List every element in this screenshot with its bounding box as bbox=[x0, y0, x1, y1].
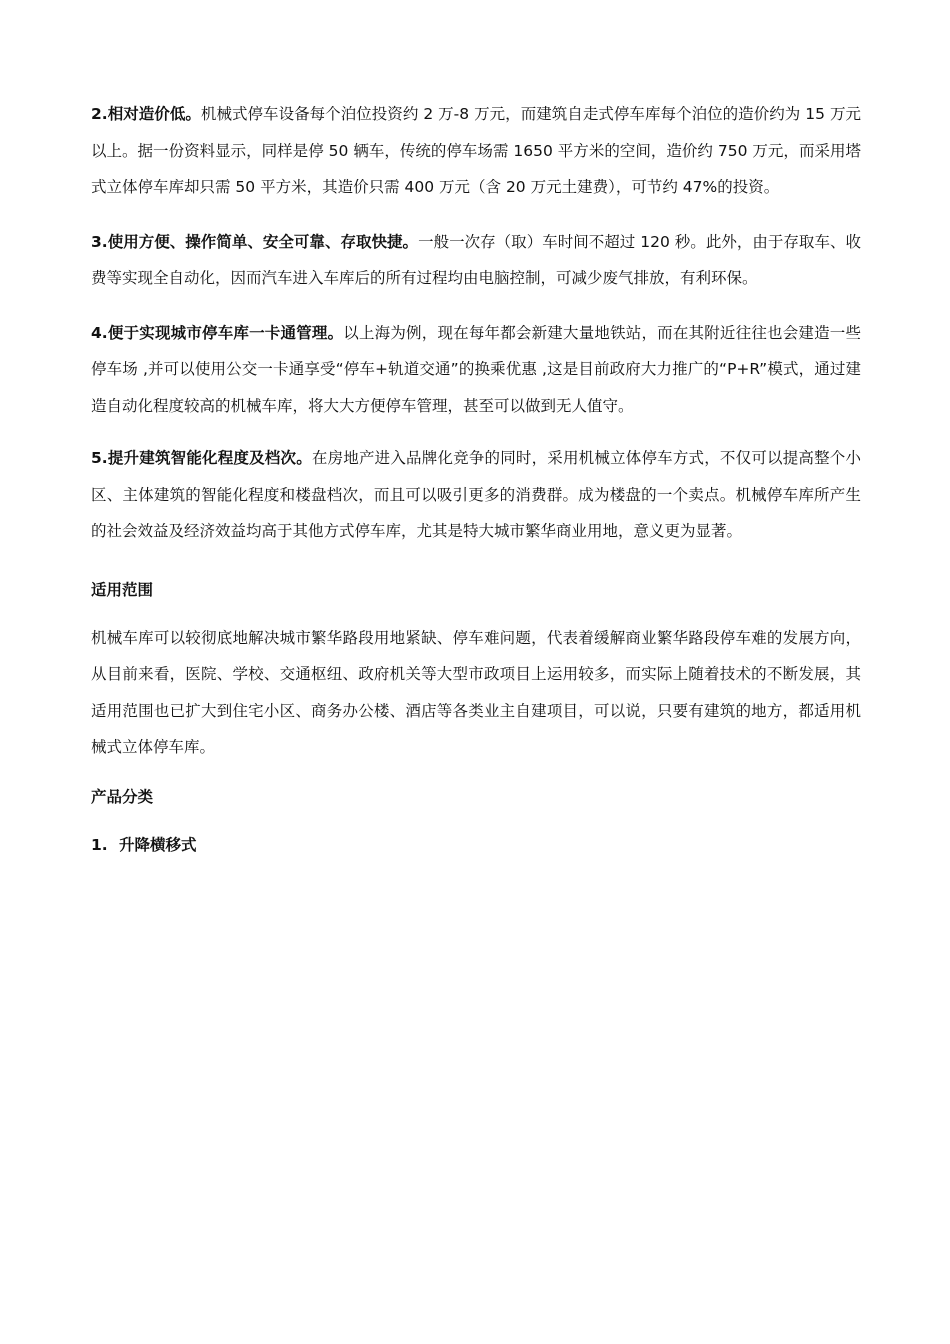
advantage-text: 机械式停车设备每个泊位投资约 2 万-8 万元，而建筑自走式停车库每个泊位的造价约为 15 万元以上。据一份资料显示，同样是停 50 辆车，传统的停车场需 1650 平方米的空间，造价约 750 万元，而采用塔式立体停车库却只需 50 平方米，其造价只需 400 万元（含 20 万元土建费），可节约 47%的投资。 bbox=[91, 105, 861, 196]
section-heading-scope: 适用范围 bbox=[91, 580, 154, 599]
advantage-paragraph-2 bbox=[91, 96, 861, 206]
document-body bbox=[91, 96, 861, 863]
advantage-title: 2.相对造价低。 bbox=[91, 105, 201, 123]
advantage-paragraph-4 bbox=[91, 315, 861, 425]
advantage-paragraph-3 bbox=[91, 224, 861, 297]
advantage-title: 5.提升建筑智能化程度及档次。 bbox=[91, 449, 312, 467]
advantage-text: 在房地产进入品牌化竞争的同时，采用机械立体停车方式，不仅可以提高整个小区、主体建筑的智能化程度和楼盘档次，而且可以吸引更多的消费群。成为楼盘的一个卖点。机械停车库所产生的社会效益及经济效益均高于其他方式停车库，尤其是特大城市繁华商业用地，意义更为显著。 bbox=[91, 449, 861, 540]
advantage-title: 4.便于实现城市停车库一卡通管理。 bbox=[91, 323, 344, 342]
advantage-text: 以上海为例，现在每年都会新建大量地铁站，而在其附近往往也会建造一些停车场 ,并可以使用公交一卡通享受“停车+轨道交通”的换乘优惠 ,这是目前政府大力推广的“P+R”模式，通过建造自动化程度较高的机械车库，将大大方便停车管理，甚至可以做到无人值守。 bbox=[91, 323, 861, 415]
classification-item-number: 1. bbox=[91, 835, 108, 854]
scope-paragraph: 机械车库可以较彻底地解决城市繁华路段用地紧缺、停车难问题，代表着缓解商业繁华路段停车难的发展方向，从目前来看，医院、学校、交通枢纽、政府机关等大型市政项目上运用较多，而实际上随着技术的不断发展，其适用范围也已扩大到住宅小区、商务办公楼、酒店等各类业主自建项目，可以说，只要有建筑的地方，都适用机械式立体停车库。 bbox=[91, 628, 861, 756]
section-heading-classification: 产品分类 bbox=[91, 787, 154, 806]
advantage-paragraph-5 bbox=[91, 440, 861, 550]
advantage-title: 3.使用方便、操作简单、安全可靠、存取快捷。 bbox=[91, 232, 419, 251]
classification-item-label: 升降横移式 bbox=[119, 835, 197, 854]
classification-item bbox=[91, 827, 861, 863]
advantage-text: 一般一次存（取）车时间不超过 120 秒。此外，由于存取车、收费等实现全自动化，因而汽车进入车库后的所有过程均由电脑控制，可减少废气排放，有利环保。 bbox=[91, 232, 861, 287]
